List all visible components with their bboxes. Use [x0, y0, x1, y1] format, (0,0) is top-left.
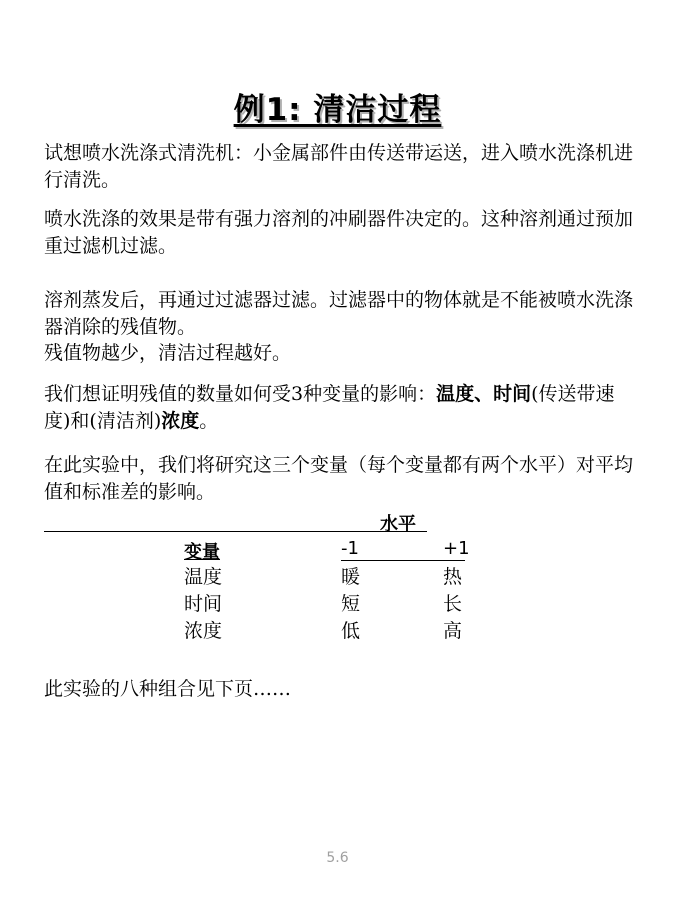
page-number: 5.6: [326, 850, 349, 866]
variable-header: 变量: [184, 542, 220, 563]
level-header: 水平: [380, 514, 416, 535]
paragraph-variables: [44, 381, 636, 435]
high-level-value: 长: [443, 593, 463, 615]
low-level-value: 暖: [341, 566, 361, 588]
paragraph-experiment: 在此实验中，我们将研究这三个变量（每个变量都有两个水平）对平均值和标准差的影响。: [44, 454, 634, 503]
high-level-value: 高: [443, 620, 463, 642]
variables-bold-concentration: 浓度: [161, 410, 200, 432]
low-level-value: 短: [341, 593, 361, 615]
table-header-rule: [44, 531, 427, 532]
high-level-header: +1: [443, 538, 470, 559]
variable-name: 浓度: [184, 620, 223, 642]
low-level-value: 低: [341, 620, 361, 642]
variables-middle: (传送带速度)和(清洁剂): [44, 383, 615, 432]
low-level-header: -1: [341, 538, 359, 559]
variables-bold-temp-time: 温度、时间: [436, 383, 532, 405]
variable-name: 温度: [184, 566, 223, 588]
paragraph-spray-effect: 喷水洗涤的效果是带有强力溶剂的冲刷器件决定的。这种溶剂通过预加重过滤机过滤。: [44, 208, 634, 257]
page-title: 例1: 清洁过程: [233, 92, 442, 128]
paragraph-next-page: 此实验的八种组合见下页……: [44, 678, 292, 700]
variables-prefix: 我们想证明残值的数量如何受3种变量的影响：: [44, 383, 437, 405]
variable-name: 时间: [184, 593, 223, 615]
paragraph-filter: 溶剂蒸发后，再通过过滤器过滤。过滤器中的物体就是不能被喷水洗涤器消除的残值物。: [44, 289, 634, 338]
high-level-value: 热: [443, 566, 463, 588]
paragraph-intro: 试想喷水洗涤式清洗机：小金属部件由传送带运送，进入喷水洗涤机进行清洗。: [44, 142, 634, 191]
level-columns-rule: [341, 560, 465, 561]
variables-suffix: 。: [199, 410, 219, 432]
paragraph-residue: 残值物越少，清洁过程越好。: [44, 342, 292, 364]
